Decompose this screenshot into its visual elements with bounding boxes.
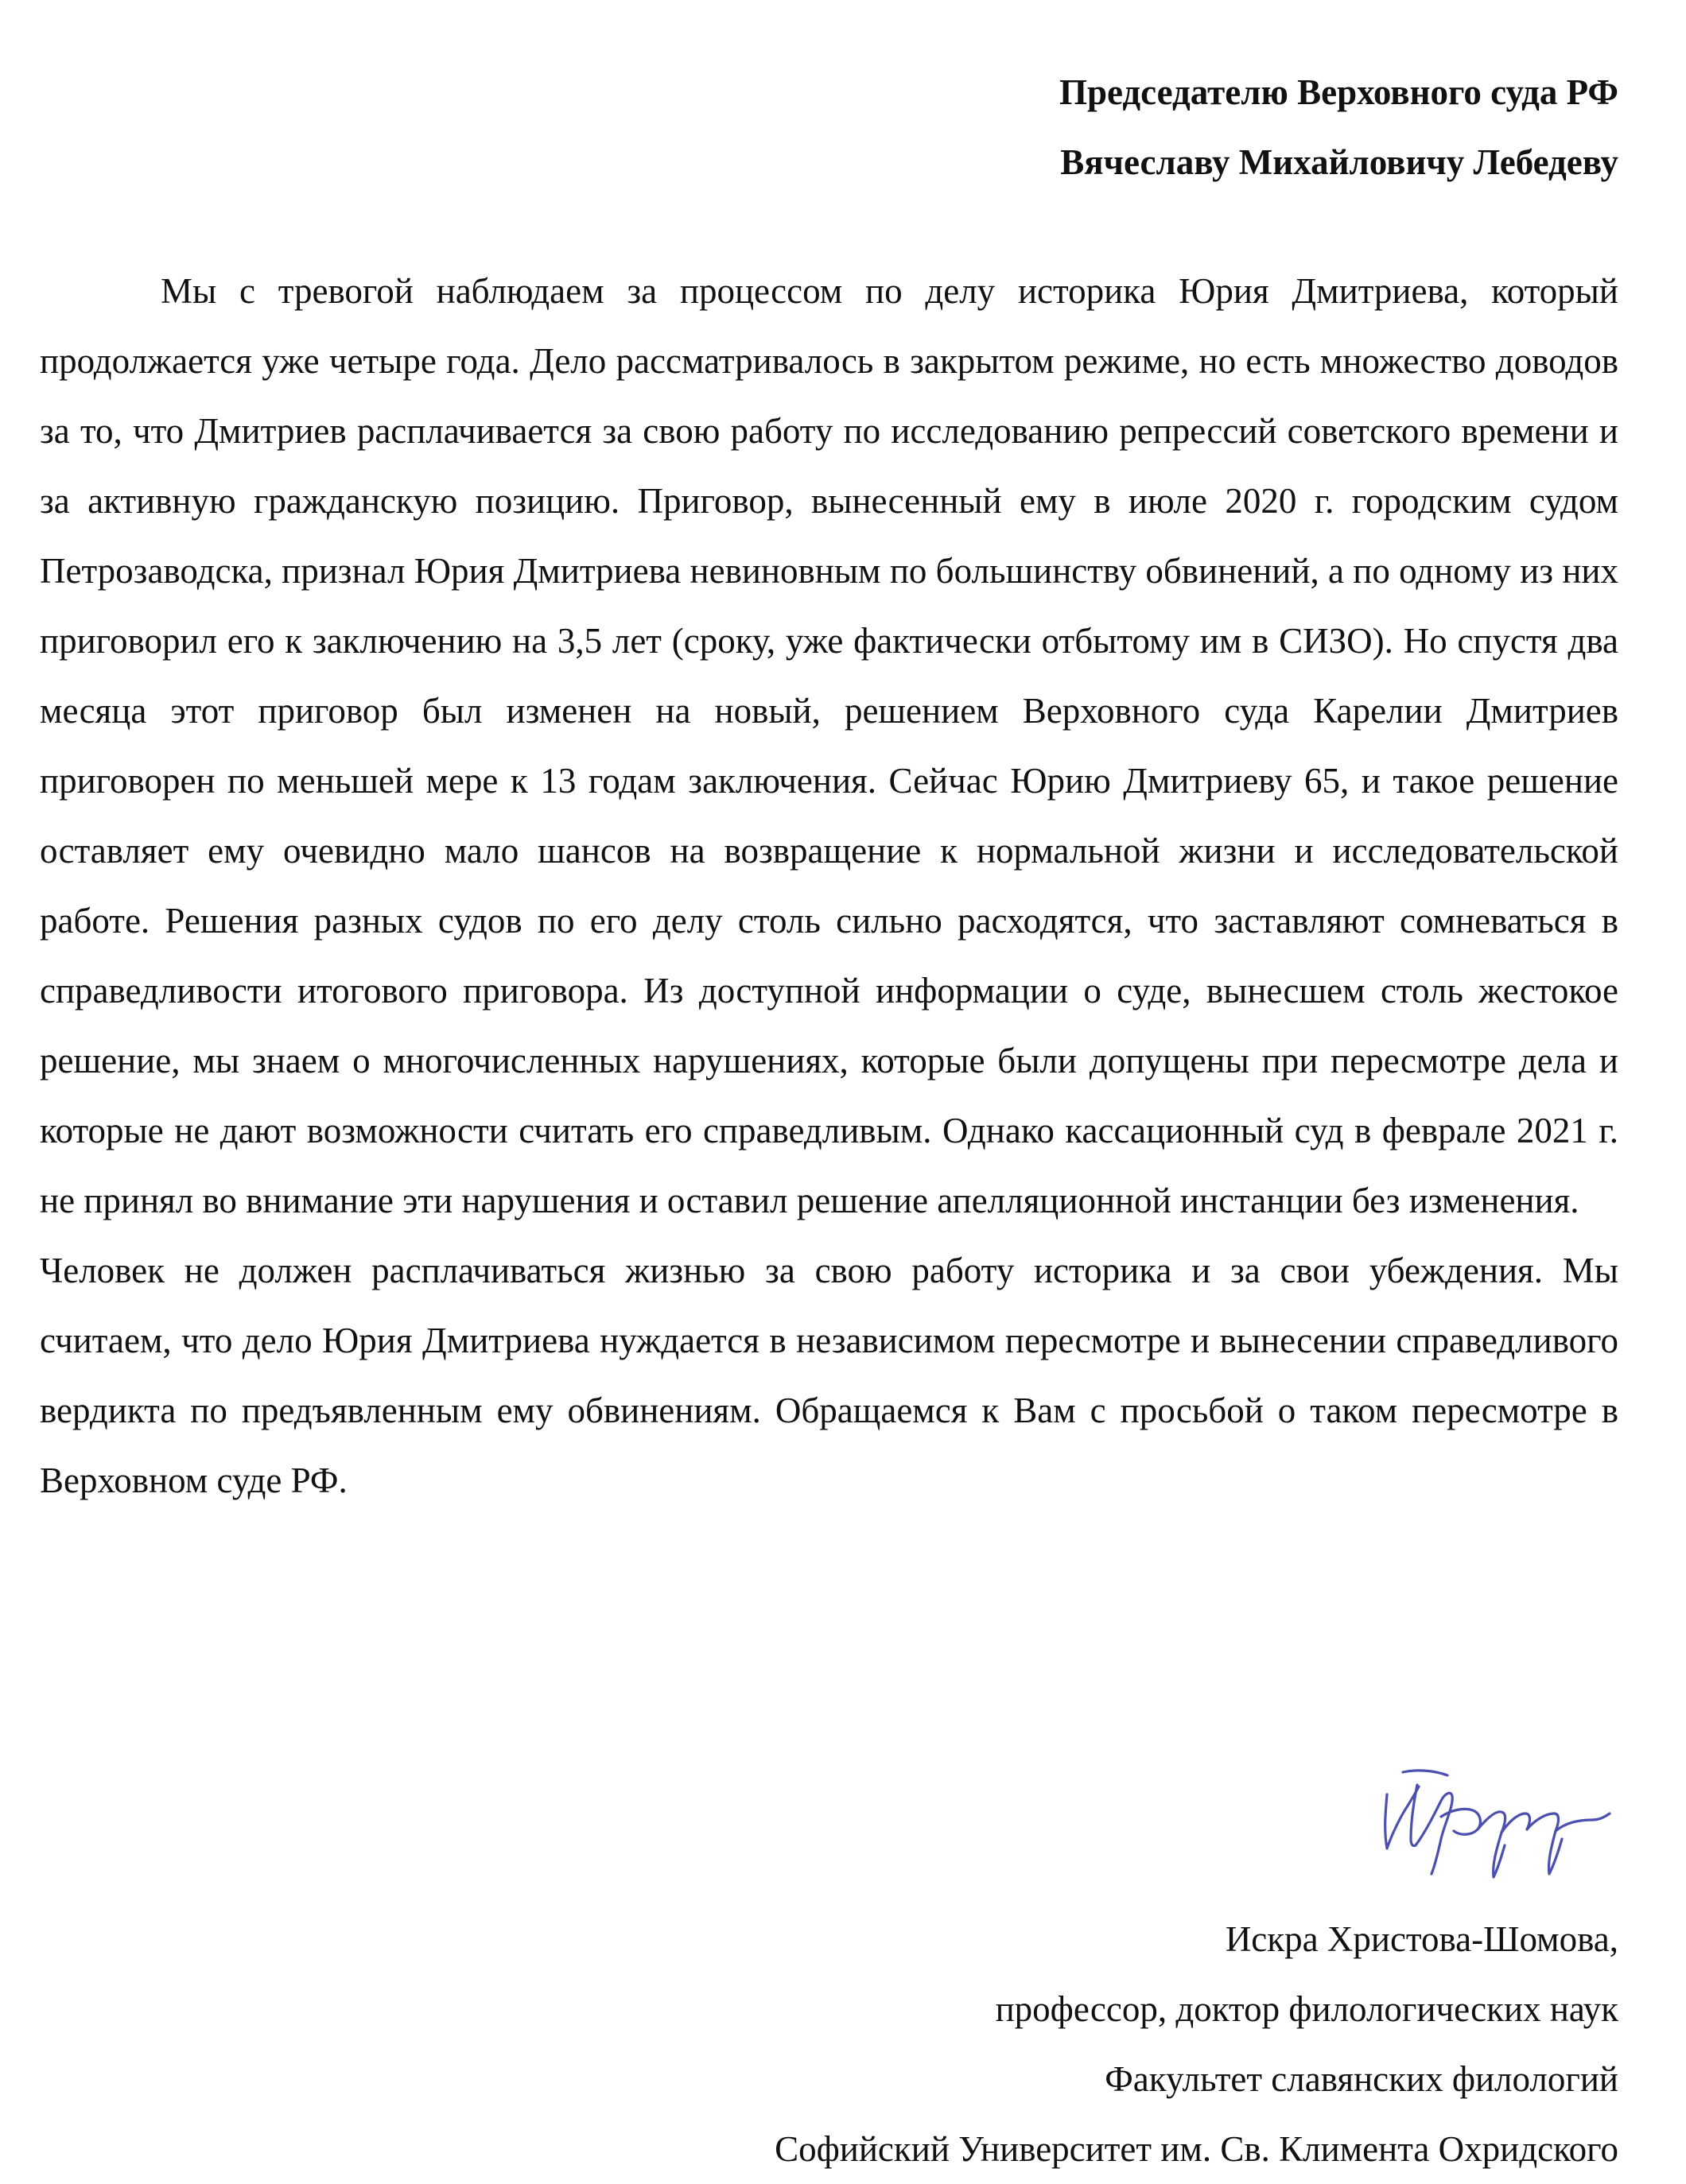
signatory-university: Софийский Университет им. Св. Климента Охридского — [775, 2129, 1618, 2169]
handwritten-signature — [1362, 1737, 1624, 1884]
body-paragraph-1: Мы с тревогой наблюдаем за процессом по делу историка Юрия Дмитриева, который продолжается уже четыре года. Дело рассматривалось в закрытом режиме, но есть множество доводов за то, что Дмитриев расплачивается за свою работу по исследованию репрессий советского времени и за активную гражданскую позицию. Приговор, вынесенный ему в июле 2020 г. городским судом Петрозаводска, признал Юрия Дмитриева невиновным по большинству обвинений, а по одному из них приговорил его к заключению на 3,5 лет (сроку, уже фактически отбытому им в СИЗО). Но спустя два месяца этот приговор был изменен на новый, решением Верховного суда Карелии Дмитриев приговорен по меньшей мере к 13 годам заключения. Сейчас Юрию Дмитриеву 65, и такое решение оставляет ему очевидно мало шансов на возвращение к нормальной жизни и исследовательской работе. Решения разных судов по его делу столь сильно расходятся, что заставляют сомневаться в справедливости итогового приговора. Из доступной информации о суде, вынесшем столь жестокое решение, мы знаем о многочисленных нарушениях, которые были допущены при пересмотре дела и которые не дают возможности считать его справедливым. Однако кассационный суд в феврале 2021 г. не принял во внимание эти нарушения и оставил решение апелляционной инстанции без изменения. — [40, 271, 1618, 1220]
signatory-name: Искра Христова-Шомова, — [1225, 1919, 1618, 1959]
signatory-faculty: Факультет славянских филологий — [1105, 2059, 1618, 2099]
addressee-line-2: Вячеславу Михайловичу Лебедеву — [1060, 142, 1618, 182]
signatory-block — [775, 1904, 1618, 2184]
addressee-block — [1059, 57, 1618, 197]
addressee-line-1: Председателю Верховного суда РФ — [1059, 72, 1618, 112]
letter-body — [40, 256, 1618, 1515]
signatory-title: профессор, доктор филологических наук — [995, 1989, 1618, 2029]
body-paragraph-2: Человек не должен расплачиваться жизнью за свою работу историка и за свои убеждения. Мы считаем, что дело Юрия Дмитриева нуждается в независимом пересмотре и вынесении справедливого вердикта по предъявленным ему обвинениям. Обращаемся к Вам с просьбой о таком пересмотре в Верховном суде РФ. — [40, 1251, 1618, 1500]
signature-image — [1362, 1737, 1624, 1884]
